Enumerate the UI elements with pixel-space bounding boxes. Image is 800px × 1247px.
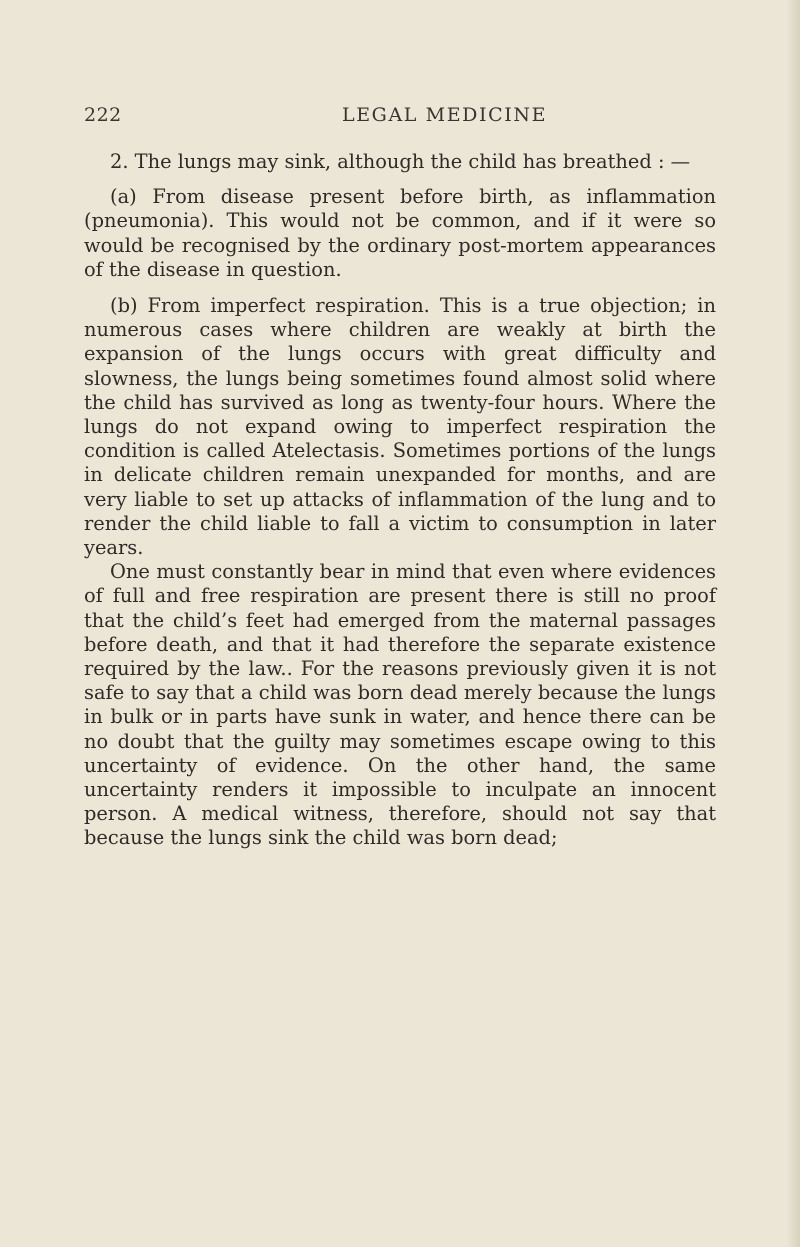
paragraph-disease-before-birth: (a) From disease present before birth, as inflammation (pneumonia). This would not be common, and if it were so would be recognised by the ordinary post-mortem appearances of the disease in question. xyxy=(84,185,716,281)
running-head: LEGAL MEDICINE xyxy=(342,104,548,126)
page-edge-shadow xyxy=(786,0,800,1247)
paragraph-evidence-of-respiration: One must constantly bear in mind that even where evidences of full and free respiration are present there is still no proof that the child’s feet had emerged from the maternal passages before death, and that it had therefore the separate existence required by the law.. For the reasons previously given it is not safe to say that a child was born dead merely because the lungs in bulk or in parts have sunk in water, and hence there can be no doubt that the guilty may sometimes escape owing to this uncertainty of evidence. On the other hand, the same uncertainty renders it impossible to inculpate an innocent person. A medical witness, therefore, should not say that because the lungs sink the child was born dead; xyxy=(84,560,716,850)
page-header xyxy=(0,104,800,140)
paragraph-imperfect-respiration: (b) From imperfect respiration. This is a true objection; in numerous cases where children are weakly at birth the expansion of the lungs occurs with great difficulty and slowness, the lungs being sometimes found almost solid where the child has survived as long as twenty-four hours. Where the lungs do not expand owing to imperfect respiration the condition is called Atelectasis. Sometimes portions of the lungs in delicate children remain unexpanded for months, and are very liable to set up attacks of inflammation of the lung and to render the child liable to fall a victim to consumption in later years. xyxy=(84,294,716,560)
paragraph-lungs-may-sink: 2. The lungs may sink, although the child has breathed : — xyxy=(110,150,691,173)
page-number: 222 xyxy=(84,104,122,126)
body-text xyxy=(84,150,716,851)
